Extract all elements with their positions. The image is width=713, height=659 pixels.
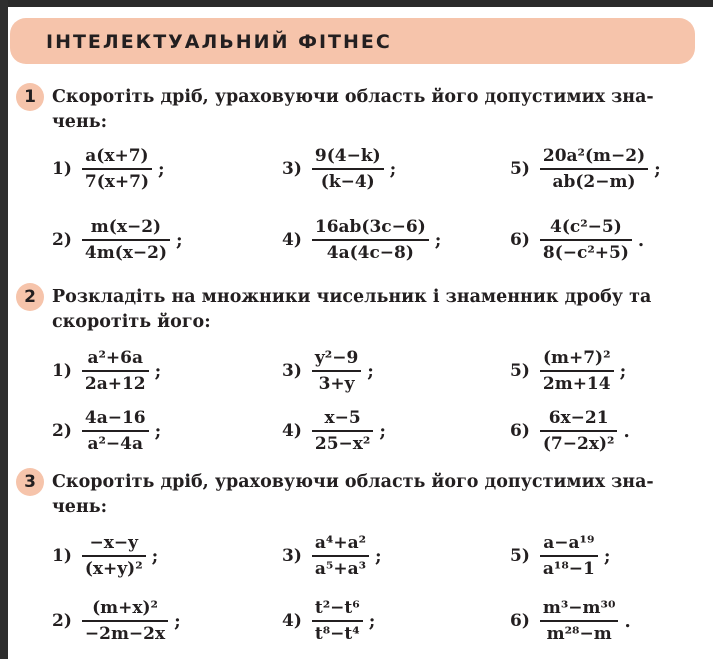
task-instruction-continued: чень: bbox=[52, 112, 108, 132]
punctuation: . bbox=[637, 229, 645, 251]
task-number-badge: 2 bbox=[16, 283, 44, 311]
fraction-bar bbox=[540, 430, 618, 432]
punctuation: ; bbox=[174, 610, 181, 632]
exercise-item bbox=[52, 345, 161, 397]
numerator: m(x−2) bbox=[90, 217, 162, 238]
exercise-item bbox=[510, 530, 611, 582]
item-label: 2) bbox=[52, 611, 72, 631]
top-frame-edge bbox=[0, 0, 713, 7]
punctuation: ; bbox=[151, 545, 159, 567]
denominator: t⁸−t⁴ bbox=[314, 623, 360, 644]
fraction-bar bbox=[82, 555, 146, 557]
fraction bbox=[82, 408, 149, 454]
fraction-bar bbox=[82, 620, 168, 622]
numerator: 4a−16 bbox=[84, 408, 146, 429]
task-instruction: Скоротіть дріб, ураховуючи область його допустимих зна- bbox=[52, 87, 654, 107]
numerator: 4(c²−5) bbox=[549, 217, 622, 238]
item-label: 1) bbox=[52, 159, 72, 179]
numerator: 16ab(3c−6) bbox=[314, 217, 426, 238]
left-frame-edge bbox=[0, 0, 8, 659]
numerator: a−a¹⁹ bbox=[543, 533, 595, 554]
denominator: a⁵+a³ bbox=[314, 558, 367, 579]
fraction bbox=[312, 146, 384, 192]
punctuation: ; bbox=[603, 545, 611, 567]
exercise-item bbox=[52, 595, 181, 647]
fraction bbox=[82, 146, 152, 192]
item-label: 5) bbox=[510, 159, 530, 179]
fraction bbox=[82, 533, 146, 579]
item-label: 6) bbox=[510, 611, 530, 631]
exercise-item bbox=[282, 405, 386, 457]
item-label: 4) bbox=[282, 421, 302, 441]
task-instruction: Скоротіть дріб, ураховуючи область його допустимих зна- bbox=[52, 472, 654, 492]
fraction bbox=[312, 533, 369, 579]
fraction bbox=[312, 408, 373, 454]
item-label: 3) bbox=[282, 159, 302, 179]
denominator: (k−4) bbox=[320, 171, 375, 192]
numerator: 6x−21 bbox=[548, 408, 609, 429]
denominator: 4a(4c−8) bbox=[326, 242, 414, 263]
punctuation: ; bbox=[619, 360, 627, 382]
fraction bbox=[540, 408, 618, 454]
item-label: 1) bbox=[52, 361, 72, 381]
exercise-item bbox=[282, 530, 382, 582]
fraction-bar bbox=[540, 555, 598, 557]
denominator: 2a+12 bbox=[84, 373, 146, 394]
denominator: 25−x² bbox=[314, 433, 371, 454]
punctuation: ; bbox=[158, 158, 165, 180]
denominator: 4m(x−2) bbox=[84, 242, 167, 263]
exercise-item bbox=[510, 405, 630, 457]
item-label: 3) bbox=[282, 546, 302, 566]
section-title: ІНТЕЛЕКТУАЛЬНИЙ ФІТНЕС bbox=[46, 31, 392, 53]
fraction bbox=[312, 217, 429, 263]
item-label: 6) bbox=[510, 421, 530, 441]
exercise-item bbox=[510, 595, 631, 647]
fraction bbox=[540, 348, 614, 394]
denominator: a²−4a bbox=[87, 433, 144, 454]
fraction bbox=[82, 348, 149, 394]
denominator: m²⁸−m bbox=[546, 623, 612, 644]
numerator: x−5 bbox=[324, 408, 361, 429]
exercise-item bbox=[52, 405, 161, 457]
punctuation: ; bbox=[654, 158, 661, 180]
denominator: (7−2x)² bbox=[542, 433, 615, 454]
punctuation: ; bbox=[375, 545, 382, 567]
exercise-item bbox=[52, 214, 183, 266]
punctuation: ; bbox=[154, 420, 162, 442]
fraction-bar bbox=[312, 168, 384, 170]
fraction bbox=[312, 598, 363, 644]
fraction-bar bbox=[82, 430, 149, 432]
item-label: 2) bbox=[52, 230, 72, 250]
exercise-item bbox=[282, 214, 441, 266]
exercise-item bbox=[52, 143, 165, 195]
item-label: 4) bbox=[282, 611, 302, 631]
denominator: 2m+14 bbox=[542, 373, 611, 394]
item-label: 1) bbox=[52, 546, 72, 566]
task-instruction-continued: скоротіть його: bbox=[52, 312, 211, 332]
fraction-bar bbox=[312, 239, 429, 241]
fraction bbox=[540, 598, 619, 644]
item-label: 3) bbox=[282, 361, 302, 381]
fraction bbox=[540, 533, 598, 579]
fraction-bar bbox=[540, 239, 632, 241]
task-instruction-continued: чень: bbox=[52, 497, 108, 517]
punctuation: ; bbox=[368, 610, 376, 632]
exercise-item bbox=[282, 143, 396, 195]
fraction-bar bbox=[312, 370, 361, 372]
punctuation: ; bbox=[367, 360, 374, 382]
punctuation: ; bbox=[389, 158, 397, 180]
fraction bbox=[312, 348, 361, 394]
denominator: −2m−2x bbox=[84, 623, 166, 644]
fraction-bar bbox=[312, 430, 373, 432]
fraction-bar bbox=[540, 620, 619, 622]
numerator: (m+7)² bbox=[542, 348, 611, 369]
task-number-badge: 1 bbox=[16, 83, 44, 111]
fraction-bar bbox=[312, 555, 369, 557]
fraction-bar bbox=[82, 370, 149, 372]
punctuation: ; bbox=[176, 229, 183, 251]
denominator: 7(x+7) bbox=[84, 171, 149, 192]
denominator: a¹⁸−1 bbox=[542, 558, 595, 579]
fraction bbox=[82, 217, 170, 263]
fraction bbox=[540, 146, 648, 192]
exercise-item bbox=[282, 345, 374, 397]
section-header bbox=[10, 18, 695, 64]
exercise-item bbox=[510, 345, 626, 397]
denominator: ab(2−m) bbox=[552, 171, 636, 192]
numerator: a(x+7) bbox=[85, 146, 149, 167]
denominator: 3+y bbox=[318, 373, 355, 394]
item-label: 6) bbox=[510, 230, 530, 250]
exercise-item bbox=[282, 595, 375, 647]
punctuation: ; bbox=[379, 420, 387, 442]
numerator: a⁴+a² bbox=[314, 533, 367, 554]
denominator: (x+y)² bbox=[84, 558, 143, 579]
numerator: −x−y bbox=[89, 533, 139, 554]
fraction-bar bbox=[540, 370, 614, 372]
numerator: (m+x)² bbox=[92, 598, 158, 619]
exercise-item bbox=[510, 143, 661, 195]
fraction-bar bbox=[82, 168, 152, 170]
item-label: 4) bbox=[282, 230, 302, 250]
numerator: m³−m³⁰ bbox=[542, 598, 616, 619]
fraction-bar bbox=[540, 168, 648, 170]
numerator: 9(4−k) bbox=[314, 146, 381, 167]
numerator: t²−t⁶ bbox=[314, 598, 360, 619]
fraction bbox=[82, 598, 168, 644]
fraction bbox=[540, 217, 632, 263]
punctuation: . bbox=[623, 420, 630, 442]
exercise-item bbox=[52, 530, 158, 582]
punctuation: ; bbox=[154, 360, 162, 382]
item-label: 5) bbox=[510, 361, 530, 381]
fraction-bar bbox=[82, 239, 170, 241]
punctuation: . bbox=[624, 610, 631, 632]
numerator: y²−9 bbox=[314, 348, 359, 369]
item-label: 2) bbox=[52, 421, 72, 441]
exercise-item bbox=[510, 214, 644, 266]
fraction-bar bbox=[312, 620, 363, 622]
task-number-badge: 3 bbox=[16, 468, 44, 496]
numerator: 20a²(m−2) bbox=[542, 146, 646, 167]
denominator: 8(−c²+5) bbox=[542, 242, 629, 263]
task-instruction: Розкладіть на множники чисельник і знаменник дробу та bbox=[52, 287, 652, 307]
numerator: a²+6a bbox=[87, 348, 144, 369]
punctuation: ; bbox=[434, 229, 442, 251]
item-label: 5) bbox=[510, 546, 530, 566]
